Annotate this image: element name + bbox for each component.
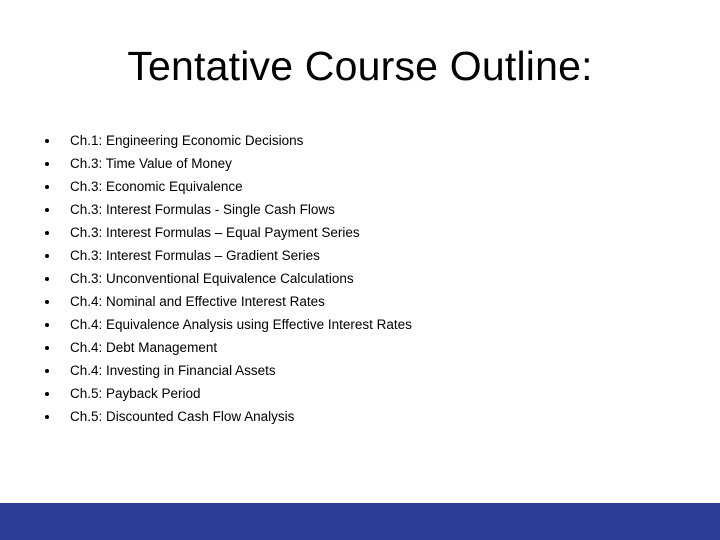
outline-item-text: Ch.4: Nominal and Effective Interest Rates	[70, 294, 325, 309]
outline-item	[0, 336, 640, 359]
outline-item	[0, 244, 640, 267]
outline-item	[0, 382, 640, 405]
bullet-icon	[45, 231, 49, 235]
bullet-icon	[45, 139, 49, 143]
outline-item-text: Ch.4: Equivalence Analysis using Effective Interest Rates	[70, 317, 412, 332]
bullet-icon	[45, 323, 49, 327]
outline-item-text: Ch.1: Engineering Economic Decisions	[70, 133, 304, 148]
outline-item	[0, 405, 640, 428]
outline-item	[0, 267, 640, 290]
outline-item-text: Ch.4: Investing in Financial Assets	[70, 363, 276, 378]
outline-item-text: Ch.3: Unconventional Equivalence Calculations	[70, 271, 354, 286]
bullet-icon	[45, 346, 49, 350]
outline-item	[0, 290, 640, 313]
outline-item-text: Ch.3: Interest Formulas – Equal Payment Series	[70, 225, 360, 240]
bullet-icon	[45, 208, 49, 212]
bullet-icon	[45, 392, 49, 396]
outline-item-text: Ch.3: Interest Formulas - Single Cash Flows	[70, 202, 335, 217]
bullet-icon	[45, 300, 49, 304]
outline-item	[0, 175, 640, 198]
bullet-icon	[45, 277, 49, 281]
outline-item-text: Ch.3: Interest Formulas – Gradient Series	[70, 248, 320, 263]
outline-item	[0, 198, 640, 221]
bullet-icon	[45, 369, 49, 373]
outline-item	[0, 359, 640, 382]
outline-item-text: Ch.4: Debt Management	[70, 340, 218, 355]
bullet-icon	[45, 185, 49, 189]
course-outline-list	[0, 129, 640, 428]
bullet-icon	[45, 162, 49, 166]
slide-title: Tentative Course Outline:	[127, 43, 593, 89]
outline-item	[0, 129, 640, 152]
outline-item-text: Ch.3: Economic Equivalence	[70, 179, 243, 194]
outline-item-text: Ch.5: Discounted Cash Flow Analysis	[70, 409, 295, 424]
outline-item	[0, 152, 640, 175]
outline-item	[0, 221, 640, 244]
outline-item-text: Ch.3: Time Value of Money	[70, 156, 232, 171]
outline-item-text: Ch.5: Payback Period	[70, 386, 201, 401]
footer-bar	[0, 503, 720, 540]
bullet-icon	[45, 415, 49, 419]
bullet-icon	[45, 254, 49, 258]
outline-item	[0, 313, 640, 336]
